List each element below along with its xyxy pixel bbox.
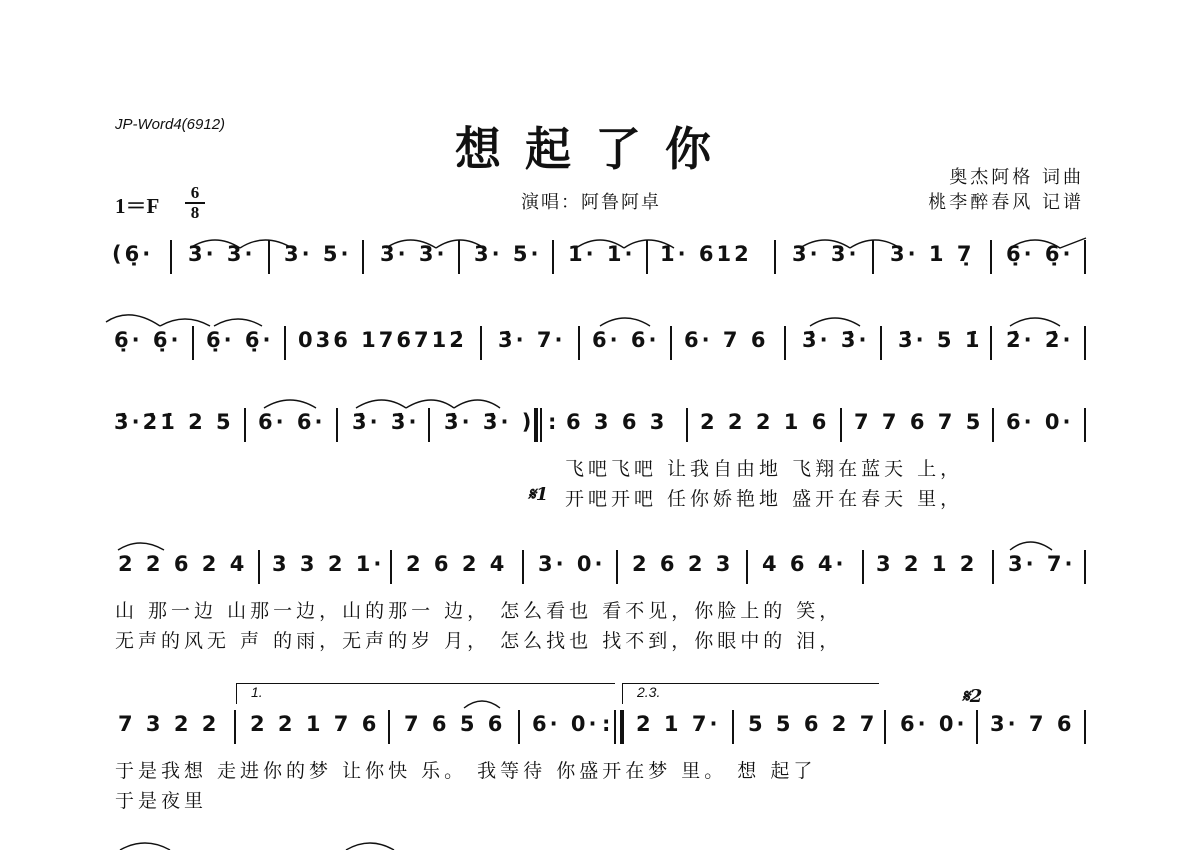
tie — [1010, 238, 1086, 248]
measure: 2 2 1 7 6 — [250, 712, 380, 736]
measure: 036 176712̇ — [298, 328, 467, 352]
measure: 3· 7· — [1008, 552, 1076, 576]
tie — [356, 400, 406, 408]
tie — [106, 315, 160, 326]
repeat-end-dots: : — [602, 712, 614, 736]
repeat-dots: : — [548, 410, 560, 434]
time-signature-numerator: 6 — [190, 183, 200, 202]
measure: 3· 7 6 — [990, 712, 1075, 736]
segno-2-sign: 𝄋2 — [962, 686, 983, 707]
lyric-line-4-verse-1: 山 那一边 山那一边，山的那一 边， 怎么看也 看不见，你脸上的 笑， — [115, 600, 843, 622]
measure: 4 6 4· — [762, 552, 847, 576]
tie — [1010, 318, 1060, 326]
measure: 3· 3· — [188, 242, 256, 266]
measure: 6̣· 6̣· — [114, 328, 182, 352]
tie — [406, 400, 454, 408]
measure: 3· 5· — [284, 242, 352, 266]
tie — [386, 240, 436, 248]
tie — [600, 318, 650, 326]
tie — [810, 318, 860, 326]
measure: 2̇· 2̇· — [1006, 328, 1074, 352]
singer-credit: 演唱：阿鲁阿卓 — [521, 192, 661, 213]
measure: 3· 0· — [538, 552, 606, 576]
measure: (6̣· — [112, 242, 154, 266]
measure: 3̇· 5 1̇ — [898, 328, 983, 352]
lyric-line-5-verse-1: 于是我想 走进你的梦 让你快 乐。 我等待 你盛开在梦 里。 想 起了 — [115, 760, 817, 782]
measure: 3· 5· — [474, 242, 542, 266]
measure: 3· 3· — [380, 242, 448, 266]
lyric-line-3-verse-2: 开吧开吧 任你娇艳地 盛开在春天 里， — [565, 488, 964, 510]
song-title: 想起了你 — [455, 122, 735, 176]
measure: 6· 6· — [258, 410, 326, 434]
measure: 6· 0· — [532, 712, 600, 736]
lyric-line-3-verse-1: 飞吧飞吧 让我自由地 飞翔在蓝天 上， — [565, 458, 964, 480]
measure: 1· 1· — [568, 242, 636, 266]
volta-second-ending: 2.3. — [622, 683, 879, 704]
measure: 7 6 5 6 — [404, 712, 506, 736]
measure: 3̇· 3̇· — [802, 328, 870, 352]
tie — [214, 319, 262, 326]
transcriber-credit: 桃李醉春风 记谱 — [928, 192, 1084, 213]
key-signature: 1＝F — [115, 194, 160, 218]
tie — [120, 843, 170, 850]
measure: 6· 7 6 — [684, 328, 769, 352]
tie — [850, 240, 900, 248]
lyric-line-4-verse-2: 无声的风无 声 的雨，无声的岁 月， 怎么找也 找不到，你眼中的 泪， — [115, 630, 843, 652]
volta-first-ending: 1. — [236, 683, 615, 704]
tie — [436, 240, 484, 248]
measure: 2 6 2 4 — [406, 552, 508, 576]
measure: 6· 0· — [1006, 410, 1074, 434]
tie — [454, 400, 500, 408]
measure: 6· 0· — [900, 712, 968, 736]
measure: 3̇· 7· — [498, 328, 566, 352]
software-label: JP-Word4(6912) — [115, 116, 226, 133]
measure: 2 1 7· — [636, 712, 721, 736]
measure: 6 3 6 3 — [566, 410, 668, 434]
tie — [264, 400, 316, 408]
segno-1-sign: 𝄋1 — [528, 484, 549, 505]
measure: 3· 3· — [792, 242, 860, 266]
tie — [118, 543, 164, 550]
lyricist-composer: 奥杰阿格 词曲 — [949, 167, 1084, 188]
measure: 5 5 6 2 7 — [748, 712, 878, 736]
tie — [800, 240, 850, 248]
measure: 2 2 2 1 6 — [700, 410, 830, 434]
lyric-line-5-verse-2: 于是夜里 — [115, 790, 208, 812]
measure: 3 3 2 1· — [272, 552, 385, 576]
measure: 2 6 2 3 — [632, 552, 734, 576]
measure: 7 3 2 2 — [118, 712, 220, 736]
measure: 7 7 6 7 5 — [854, 410, 984, 434]
tie — [346, 843, 394, 850]
tie — [1010, 542, 1052, 550]
tie — [576, 240, 624, 248]
tie — [624, 240, 674, 248]
measure: 6· 6· — [592, 328, 660, 352]
measure: 6̣· 6̣· — [1006, 242, 1074, 266]
measure: 3· 1 7̣ — [890, 242, 975, 266]
measure: 3̇· 3̇· — [352, 410, 420, 434]
tie — [160, 319, 210, 326]
time-signature-denominator: 8 — [190, 203, 200, 222]
measure: 1· 612 — [660, 242, 752, 266]
measure: 2 2 6 2 4 — [118, 552, 248, 576]
tie — [464, 701, 500, 708]
measure: 3 2 1 2 — [876, 552, 978, 576]
tie — [240, 240, 292, 248]
measure: 3̇· 3̇· ) — [444, 410, 535, 434]
measure: 6̣· 6̣· — [206, 328, 274, 352]
tie — [190, 240, 240, 248]
measure: 3̇·2̇1̇ 2 5 — [114, 410, 234, 434]
